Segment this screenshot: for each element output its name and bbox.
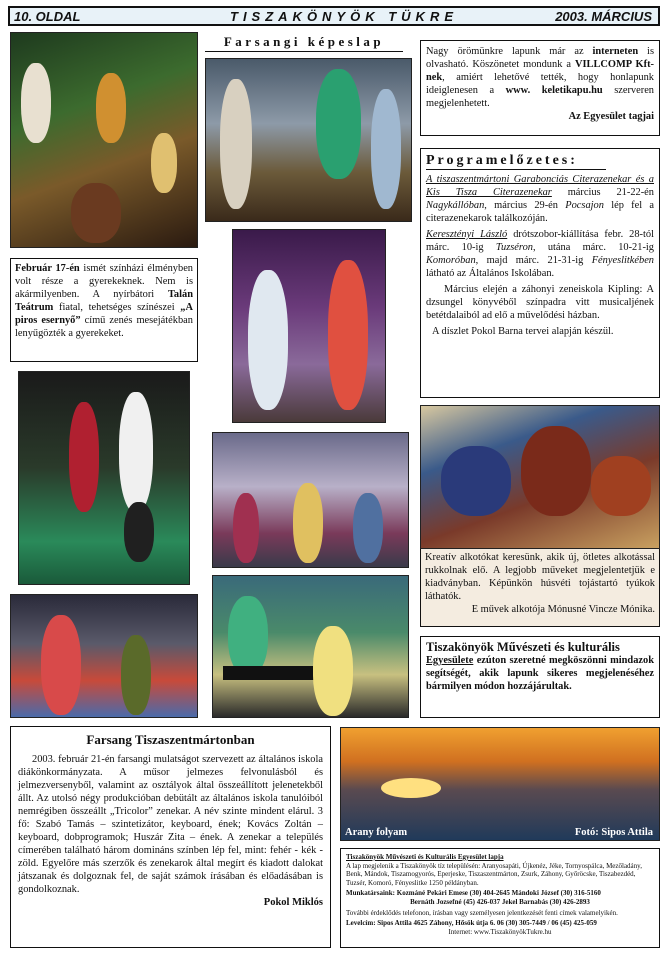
program-item-citera: A tiszaszentmártoni Garabonciás Citerazenekar és a Kis Tisza Citerazenekar március 21-22-én Nagykállóban, március 29-én Pocsajon lép fel a citerazenekarok találkozóján.	[426, 174, 654, 224]
egyesulet-thanks: Tiszakönyök Művészeti és kulturális Egyesülete ezúton szeretné megköszönni mindazok segítségét, akik lapunk sikeres megjelenéséhez bármilyen módon hozzájárultak.	[420, 636, 660, 718]
party-photo	[212, 432, 409, 568]
program-item-musical: Március elején a záhonyi zeneiskola Kipling: A dzsungel könyvéből színpadra vitt musicaljének betétdalaiból ad elő a művelődési házban.	[426, 284, 654, 321]
sunset-caption: Arany folyam	[345, 827, 408, 838]
program-item-exhibition: Keresztényi László drótszobor-kiállítása febr. 28-tól márc. 10-ig Tuzséron, utána márc. 10-21-ig Komoróban, majd márc. 21-31-ig Fényeslitkében látható az Általános Iskolában.	[426, 229, 654, 279]
sunset-photo	[340, 727, 660, 841]
issue-date: 2003. MÁRCIUS	[555, 9, 652, 24]
program-item-scenery: A díszlet Pokol Barna tervei alapján készül.	[432, 326, 614, 337]
stage-play-photo	[205, 58, 412, 222]
program-title: Programelőzetes:	[426, 153, 606, 170]
farsang-article	[10, 726, 331, 948]
farsangi-title: Farsangi képeslap	[205, 34, 403, 52]
kreativ-caption: Kreatív alkotókat keresünk, akik új, ötletes alkotással rukkolnak elő. A legjobb műveket megjelentetjük e kiadványban. Képünkön húsvéti tojástartó tyúkok láthatók. E művek alkotója Mónusné Vincze Mónika.	[420, 549, 660, 627]
easter-hens-photo	[420, 405, 660, 549]
farsang-author: Pokol Miklós	[263, 897, 323, 908]
internet-notice: Nagy örömünkre lapunk már az interneten is olvasható. Köszönetet mondunk a VILLCOMP Kft-nek, amiért lehetővé tették, hogy honlapunk ideiglenesen a www. keletikapu.hu szerveren megjelenhetett. Az Egyesület tagjai	[420, 40, 660, 136]
page-number: 10. OLDAL	[14, 9, 81, 24]
costume-crowd-photo	[10, 594, 198, 718]
clowns-photo	[232, 229, 386, 423]
farsang-body: 2003. február 21-én farsangi mulatságot szervezett az általános iskola diákönkormányzata. A műsor jelmezes felvonulásból és jelmezversenyből, valamint az osztályok által összeállított jelenetekből állt. Az utolsó négy produkcióban debütált az általános iskola tanulóiból nemrégiben összeállt „Tricolor” zenekar. A név szinte mindent elárul. 3 fő: Szabó Tamás – szintetizátor, keyboard, ének; Kovács Zoltán – keyboard, dobprogramok; Huszár Zita – ének. A zenekar a település címerében található három domináns színben lép fel, mint: fehér - kék - zöld. Egyelőre más szerzők és zenekarok által megírt és kiadott dalokat játszanak és dolgoznak fel, de saját számok írásában és előadásában is gondolkoznak.	[18, 754, 323, 895]
theatre-photo	[10, 32, 198, 248]
impressum: Tiszakönyök Művészeti és Kulturális Egyesület lapja A lap megjelenik a Tiszakönyök tíz településén: Aranyosapáti, Újkenéz, Jéke, Tornyospálca, Mezőladány, Benk, Mándok, Tiszamogyorós, Eperjeske, Tiszaszentmárton, Zsurk, Záhony, Győröcske, Tiszabezdéd, Tuzsér, Komoró, Fényeslitke 1250 példányban. Munkatársaink: Kozmáné Pekári Emese (30) 404-2645 Mándoki József (30) 316-5160 Bernáth Jozsefné (45) 426-037 Jekel Barnabás (30) 426-2893 További érdeklődés telefonon, írásban vagy személyesen jelentkezését fenti címek valamelyikén. Levelcím: Sipos Attila 4625 Záhony, Hősök útja 6. 06 (30) 305-7449 / 06 (45) 425-059 Internet: www.TiszakönyökTukre.hu	[340, 848, 660, 948]
program-box	[420, 148, 660, 398]
teatrum-article: Február 17-én ismét színházi élményben volt része a gyerekeknek. Nem is akármilyenben. A nyírbátori Talán Teátrum fiatal, tehetséges színészei „A piros esernyő” című zenés mesejátékban lenyűgözték a gyerekeket.	[10, 258, 198, 362]
band-photo	[212, 575, 409, 718]
dancing-photo	[18, 371, 190, 585]
sunset-credit: Fotó: Sipos Attila	[574, 827, 653, 838]
page-header	[8, 6, 660, 26]
newspaper-title: TISZAKÖNYÖK TÜKRE	[230, 9, 458, 24]
internet-signature: Az Egyesület tagjai	[568, 111, 654, 122]
farsang-title: Farsang Tiszaszentmártonban	[86, 732, 255, 747]
